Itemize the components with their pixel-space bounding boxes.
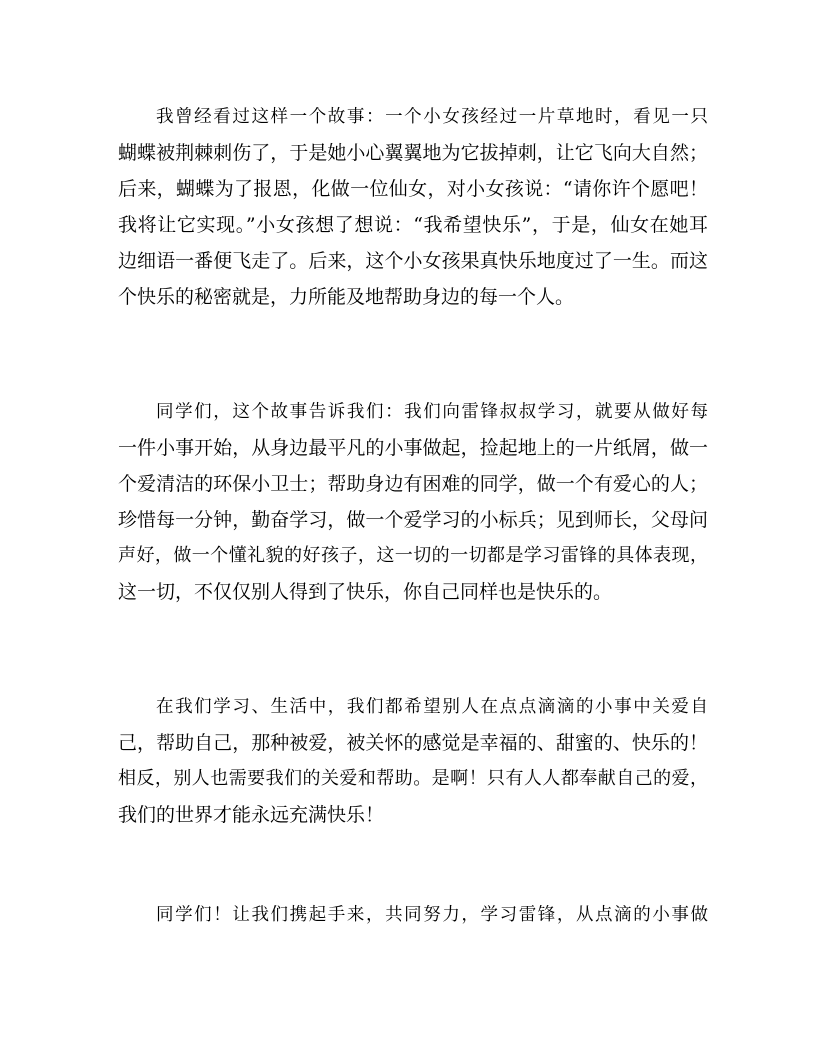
text-line: 蝴蝶被荆棘刺伤了，于是她小心翼翼地为它拔掉刺，让它飞向大自然； — [118, 142, 708, 164]
paragraph-lesson — [118, 394, 708, 610]
text-line: 己，帮助自己，那种被爱，被关怀的感觉是幸福的、甜蜜的、快乐的！ — [118, 732, 708, 754]
text-line: 我曾经看过这样一个故事：一个小女孩经过一片草地时，看见一只 — [156, 107, 708, 127]
text-line: 声好，做一个懂礼貌的好孩子，这一切的一切都是学习雷锋的具体表现， — [118, 545, 708, 566]
paragraph-call-to-action — [118, 897, 708, 933]
text-line: 同学们，这个故事告诉我们：我们向雷锋叔叔学习，就要从做好每 — [156, 402, 708, 422]
paragraph-care — [118, 689, 708, 833]
text-line: 我们的世界才能永远充满快乐！ — [118, 804, 385, 826]
text-line: 一件小事开始，从身边最平凡的小事做起，捡起地上的一片纸屑，做一 — [118, 437, 708, 459]
text-line: 珍惜每一分钟，勤奋学习，做一个爱学习的小标兵；见到师长，父母问 — [118, 509, 708, 531]
text-line: 我将让它实现。”小女孩想了想说：“我希望快乐”，于是，仙女在她耳 — [118, 214, 708, 236]
text-line: 同学们！让我们携起手来，共同努力，学习雷锋，从点滴的小事做 — [156, 905, 708, 925]
text-line: 这一切，不仅仅别人得到了快乐，你自己同样也是快乐的。 — [118, 581, 613, 603]
text-line: 个爱清洁的环保小卫士；帮助身边有困难的同学，做一个有爱心的人； — [118, 473, 708, 495]
text-line: 后来，蝴蝶为了报恩，化做一位仙女，对小女孩说：“请你许个愿吧！ — [118, 178, 708, 200]
text-line: 边细语一番便飞走了。后来，这个小女孩果真快乐地度过了一生。而这 — [118, 250, 708, 272]
text-line: 相反，别人也需要我们的关爱和帮助。是啊！只有人人都奉献自己的爱， — [118, 768, 708, 789]
paragraph-story — [118, 99, 708, 315]
text-line: 在我们学习、生活中，我们都希望别人在点点滴滴的小事中关爱自 — [156, 697, 708, 717]
text-line: 个快乐的秘密就是，力所能及地帮助身边的每一个人。 — [118, 286, 575, 308]
